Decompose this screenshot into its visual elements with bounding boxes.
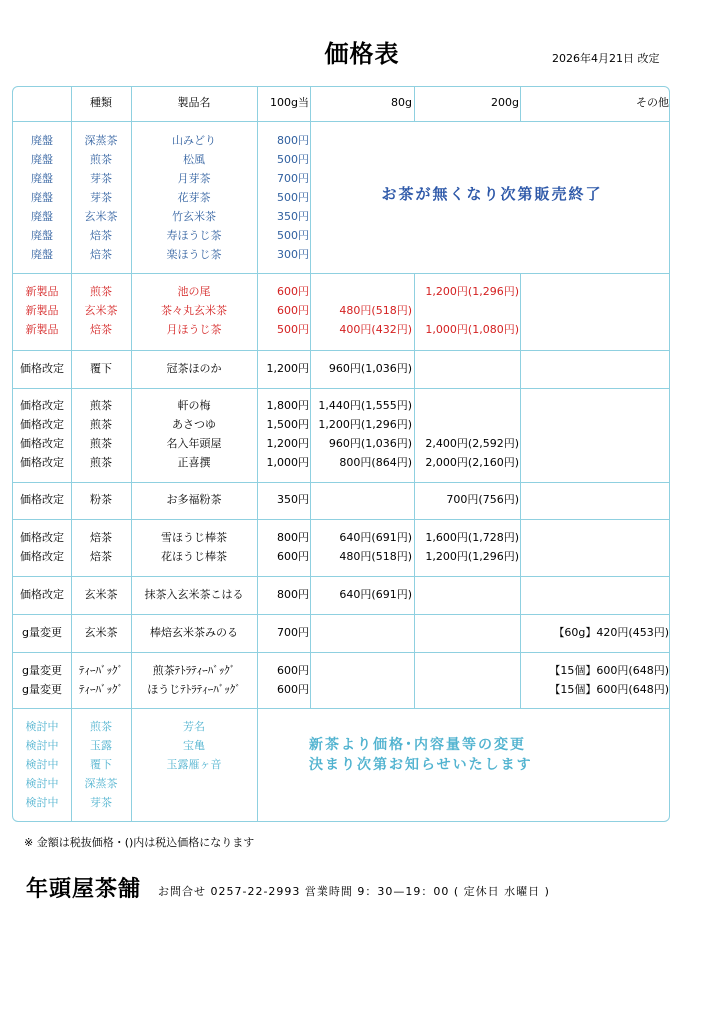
product: 軒の梅 — [177, 399, 211, 412]
type: ﾃｨｰﾊﾞｯｸﾞ — [79, 664, 123, 677]
type: 深蒸茶 — [84, 134, 118, 147]
row-divider — [13, 652, 669, 653]
status: 検討中 — [25, 777, 59, 790]
type: 粉茶 — [90, 493, 112, 506]
type: 焙茶 — [90, 550, 112, 563]
status: 価格改定 — [20, 399, 64, 412]
type: 煎茶 — [90, 456, 112, 469]
price-200g: 2,000円(2,160円) — [425, 456, 519, 469]
type: 煎茶 — [90, 720, 112, 733]
type: 煎茶 — [90, 418, 112, 431]
status: 価格改定 — [20, 362, 64, 375]
col-divider — [310, 87, 311, 708]
price-200g: 1,000円(1,080円) — [425, 323, 519, 336]
price-100g: 700円 — [277, 626, 309, 639]
price-100g: 500円 — [277, 191, 309, 204]
price-100g: 350円 — [277, 493, 309, 506]
header-other: その他 — [636, 96, 669, 109]
type: 焙茶 — [90, 531, 112, 544]
row-divider — [13, 273, 669, 274]
product: 雪ほうじ棒茶 — [161, 531, 227, 544]
type: 煎茶 — [90, 285, 112, 298]
product: 棒焙玄米茶みのる — [150, 626, 238, 639]
col-divider — [520, 273, 521, 708]
status: 価格改定 — [20, 493, 64, 506]
product: 茶々丸玄米茶 — [161, 304, 227, 317]
type: 玉露 — [90, 739, 112, 752]
price-200g: 1,600円(1,728円) — [425, 531, 519, 544]
status: 検討中 — [25, 796, 59, 809]
product: ほうじﾃﾄﾗﾃｨｰﾊﾞｯｸﾞ — [147, 683, 241, 696]
type: 焙茶 — [90, 229, 112, 242]
header-200g: 200g — [491, 96, 519, 109]
product: 月芽茶 — [177, 172, 211, 185]
type: 焙茶 — [90, 248, 112, 261]
type: 覆下 — [90, 758, 112, 771]
product: 煎茶ﾃﾄﾗﾃｨｰﾊﾞｯｸﾞ — [152, 664, 236, 677]
tax-note: ※ 金額は税抜価格・()内は税込価格になります — [24, 836, 255, 849]
price-80g: 640円(691円) — [339, 588, 412, 601]
row-divider — [13, 350, 669, 351]
product: 花芽茶 — [177, 191, 211, 204]
contact-info: お問合せ 0257-22-2993 営業時間 9：30—19：00 ( 定休日 水曜日 ) — [158, 885, 550, 898]
price-100g: 600円 — [277, 550, 309, 563]
status: 価格改定 — [20, 550, 64, 563]
product: 山みどり — [172, 134, 216, 147]
type: 芽茶 — [90, 172, 112, 185]
status: 新製品 — [25, 323, 59, 336]
status: g量変更 — [22, 664, 62, 677]
header-100g: 100g当 — [270, 96, 309, 109]
product: あさつゆ — [172, 418, 216, 431]
price-100g: 600円 — [277, 664, 309, 677]
product: 池の尾 — [177, 285, 211, 298]
product: 花ほうじ棒茶 — [161, 550, 227, 563]
status: 価格改定 — [20, 437, 64, 450]
header-80g: 80g — [391, 96, 412, 109]
review-message-line-2: 決まり次第お知らせいたします — [309, 757, 533, 773]
row-divider — [13, 482, 669, 483]
header-type: 種類 — [90, 96, 112, 109]
price-table — [12, 86, 670, 822]
price-100g: 500円 — [277, 323, 309, 336]
row-divider — [13, 576, 669, 577]
status: 廃盤 — [31, 172, 53, 185]
col-divider — [520, 87, 521, 121]
type: 煎茶 — [90, 153, 112, 166]
status: 価格改定 — [20, 418, 64, 431]
price-100g: 600円 — [277, 304, 309, 317]
product: 抹茶入玄米茶こはる — [144, 588, 244, 601]
price-100g: 300円 — [277, 248, 309, 261]
product: お多福粉茶 — [166, 493, 222, 506]
revision-date: 2026年4月21日 改定 — [552, 52, 660, 65]
price-200g: 1,200円(1,296円) — [425, 285, 519, 298]
review-message-line-1: 新茶より価格･内容量等の変更 — [309, 737, 526, 753]
price-80g: 960円(1,036円) — [328, 437, 412, 450]
status: 廃盤 — [31, 210, 53, 223]
type: 煎茶 — [90, 437, 112, 450]
review-message — [309, 735, 533, 775]
type: 深蒸茶 — [84, 777, 118, 790]
status: 廃盤 — [31, 134, 53, 147]
price-80g: 800円(864円) — [339, 456, 412, 469]
status: 廃盤 — [31, 229, 53, 242]
price-100g: 1,200円 — [266, 437, 309, 450]
type: 芽茶 — [90, 191, 112, 204]
product: 楽ほうじ茶 — [166, 248, 222, 261]
status: g量変更 — [22, 683, 62, 696]
product: 月ほうじ茶 — [166, 323, 222, 336]
product: 冠茶ほのか — [166, 362, 222, 375]
price-80g: 480円(518円) — [339, 550, 412, 563]
price-100g: 600円 — [277, 683, 309, 696]
status: 価格改定 — [20, 588, 64, 601]
status: 検討中 — [25, 758, 59, 771]
page-title: 価格表 — [324, 40, 400, 68]
product: 芳名 — [183, 720, 205, 733]
product: 正喜撰 — [177, 456, 211, 469]
row-divider — [13, 388, 669, 389]
price-other: 【60g】420円(453円) — [553, 626, 669, 639]
col-divider — [257, 87, 258, 822]
type: 玄米茶 — [84, 210, 118, 223]
price-80g: 480円(518円) — [339, 304, 412, 317]
row-divider — [13, 121, 669, 122]
product: 松風 — [183, 153, 205, 166]
price-80g: 640円(691円) — [339, 531, 412, 544]
row-divider — [13, 708, 669, 709]
discontinued-message: お茶が無くなり次第販売終了 — [381, 185, 603, 203]
type: 焙茶 — [90, 323, 112, 336]
price-100g: 1,200円 — [266, 362, 309, 375]
price-other: 【15個】600円(648円) — [549, 683, 669, 696]
price-100g: 1,500円 — [266, 418, 309, 431]
col-divider — [414, 273, 415, 708]
price-200g: 2,400円(2,592円) — [425, 437, 519, 450]
price-80g: 960円(1,036円) — [328, 362, 412, 375]
status: 検討中 — [25, 739, 59, 752]
row-divider — [13, 614, 669, 615]
price-100g: 500円 — [277, 153, 309, 166]
col-divider — [131, 87, 132, 822]
price-100g: 800円 — [277, 588, 309, 601]
price-100g: 800円 — [277, 134, 309, 147]
price-100g: 600円 — [277, 285, 309, 298]
price-other: 【15個】600円(648円) — [549, 664, 669, 677]
type: 玄米茶 — [84, 626, 118, 639]
col-divider — [71, 87, 72, 822]
product: 玉露雁ヶ音 — [166, 758, 222, 771]
price-100g: 1,800円 — [266, 399, 309, 412]
price-100g: 800円 — [277, 531, 309, 544]
price-200g: 1,200円(1,296円) — [425, 550, 519, 563]
status: 価格改定 — [20, 456, 64, 469]
price-100g: 700円 — [277, 172, 309, 185]
status: 新製品 — [25, 304, 59, 317]
status: 新製品 — [25, 285, 59, 298]
shop-name: 年頭屋茶舗 — [26, 877, 142, 902]
price-100g: 1,000円 — [266, 456, 309, 469]
type: 玄米茶 — [84, 304, 118, 317]
type: ﾃｨｰﾊﾞｯｸﾞ — [79, 683, 123, 696]
price-80g: 1,440円(1,555円) — [318, 399, 412, 412]
header-product: 製品名 — [177, 96, 211, 109]
type: 玄米茶 — [84, 588, 118, 601]
price-80g: 400円(432円) — [339, 323, 412, 336]
price-80g: 1,200円(1,296円) — [318, 418, 412, 431]
price-200g: 700円(756円) — [446, 493, 519, 506]
status: 検討中 — [25, 720, 59, 733]
status: g量変更 — [22, 626, 62, 639]
product: 宝亀 — [183, 739, 205, 752]
product: 名入年頭屋 — [166, 437, 222, 450]
product: 寿ほうじ茶 — [166, 229, 222, 242]
type: 覆下 — [90, 362, 112, 375]
status: 廃盤 — [31, 248, 53, 261]
status: 廃盤 — [31, 191, 53, 204]
status: 価格改定 — [20, 531, 64, 544]
price-100g: 500円 — [277, 229, 309, 242]
col-divider — [414, 87, 415, 121]
type: 煎茶 — [90, 399, 112, 412]
row-divider — [13, 519, 669, 520]
type: 芽茶 — [90, 796, 112, 809]
product: 竹玄米茶 — [172, 210, 216, 223]
price-100g: 350円 — [277, 210, 309, 223]
status: 廃盤 — [31, 153, 53, 166]
